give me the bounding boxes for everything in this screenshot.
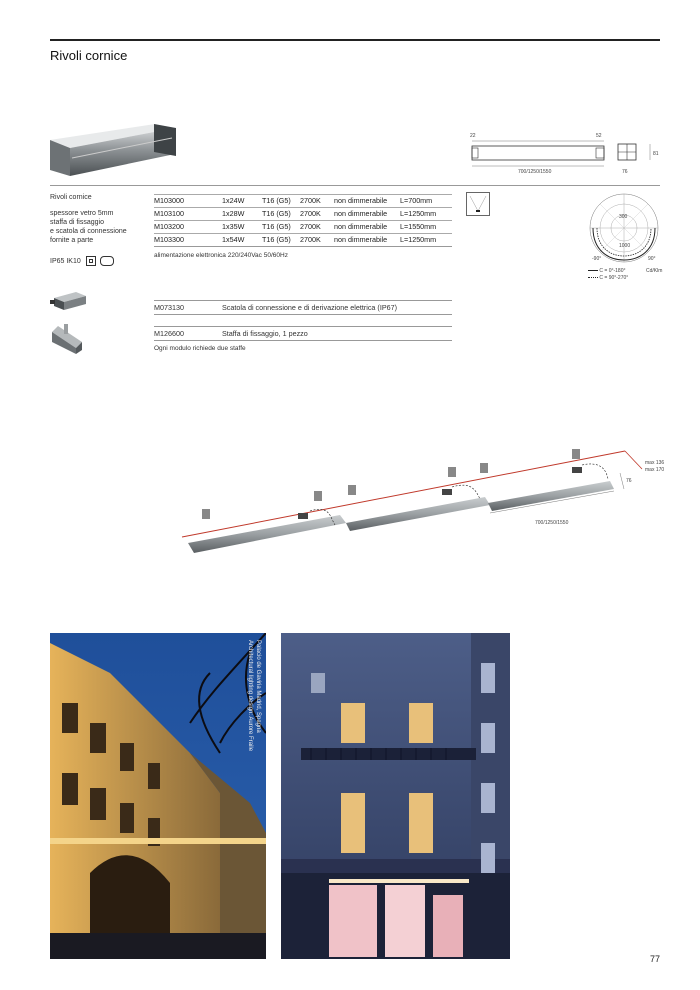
polar-unit: Cd/Klm bbox=[646, 268, 663, 274]
ratings-text: IP65 IK10 bbox=[50, 257, 81, 265]
dim-height: 81 bbox=[653, 151, 659, 157]
certification-icon bbox=[100, 256, 114, 266]
model-lamp: 1x28W bbox=[222, 209, 245, 218]
model-socket: T16 (G5) bbox=[262, 235, 291, 244]
ratings bbox=[50, 256, 114, 266]
section-rule bbox=[50, 185, 660, 186]
install-max-a: max 136 bbox=[645, 460, 665, 466]
header-rule bbox=[50, 39, 660, 41]
polar-ring-inner: 1000 bbox=[619, 243, 631, 249]
caption-line-2: Architectural lighting design: Aurore Fraile bbox=[247, 640, 253, 752]
polar-legend-1-label: C = 0°-180° bbox=[599, 268, 626, 274]
table-row bbox=[154, 194, 452, 206]
accessory-description: Staffa di fissaggio, 1 pezzo bbox=[222, 329, 308, 338]
table-row bbox=[154, 207, 452, 219]
dimension-drawing bbox=[466, 128, 666, 180]
install-depth: 76 bbox=[626, 478, 632, 484]
install-max-b: max 170 bbox=[645, 467, 665, 473]
page-number: 77 bbox=[649, 954, 660, 964]
table-bottom-rule bbox=[154, 246, 452, 247]
accessory-row bbox=[154, 303, 397, 312]
model-socket: T16 (G5) bbox=[262, 222, 291, 231]
model-code: M103100 bbox=[154, 209, 184, 218]
accessory-rule-2 bbox=[154, 314, 452, 315]
product-description bbox=[50, 209, 127, 245]
power-note: alimentazione elettronica 220/240Vac 50/60Hz bbox=[154, 252, 288, 259]
facade-photo-dusk bbox=[281, 633, 510, 959]
model-temp: 2700K bbox=[300, 222, 321, 231]
caption-text bbox=[246, 640, 262, 751]
caption-line-1: Palacio de Gaviria Madrid, Spagna bbox=[255, 640, 261, 733]
polar-legend-1 bbox=[588, 268, 626, 274]
accessory-code: M073130 bbox=[154, 303, 184, 312]
polar-diagram bbox=[588, 192, 660, 264]
dim-left: 22 bbox=[470, 133, 476, 139]
model-length: L=700mm bbox=[400, 196, 433, 205]
dim-length: 700/1250/1550 bbox=[518, 169, 552, 175]
dim-right: 52 bbox=[596, 133, 602, 139]
junction-box-image bbox=[50, 290, 90, 312]
model-length: L=1550mm bbox=[400, 222, 437, 231]
model-socket: T16 (G5) bbox=[262, 196, 291, 205]
accessory-rule-4 bbox=[154, 340, 452, 341]
product-image bbox=[50, 118, 178, 180]
accessory-description: Scatola di connessione e di derivazione elettrica (IP67) bbox=[222, 303, 397, 312]
model-socket: T16 (G5) bbox=[262, 209, 291, 218]
model-dimming: non dimmerabile bbox=[334, 235, 388, 244]
model-temp: 2700K bbox=[300, 196, 321, 205]
polar-ring-outer: 300 bbox=[619, 214, 628, 220]
accessory-row bbox=[154, 329, 308, 338]
model-code: M103200 bbox=[154, 222, 184, 231]
page-title: Rivoli cornice bbox=[50, 48, 128, 63]
accessory-code: M126600 bbox=[154, 329, 184, 338]
accessory-rule-3 bbox=[154, 326, 452, 327]
model-length: L=1250mm bbox=[400, 235, 437, 244]
model-temp: 2700K bbox=[300, 209, 321, 218]
desc-line: fornite a parte bbox=[50, 237, 94, 244]
desc-line: staffa di fissaggio bbox=[50, 219, 104, 226]
desc-line: spessore vetro 5mm bbox=[50, 210, 114, 217]
polar-legend-2 bbox=[588, 275, 628, 281]
polar-right-angle: 90° bbox=[648, 256, 656, 262]
product-name: Rivoli cornice bbox=[50, 194, 92, 201]
photo-caption bbox=[240, 640, 264, 780]
polar-left-angle: -90° bbox=[592, 256, 602, 262]
building-photo-night bbox=[50, 633, 266, 959]
model-code: M103300 bbox=[154, 235, 184, 244]
table-row bbox=[154, 220, 452, 232]
bracket-image bbox=[50, 322, 86, 354]
class-ii-icon bbox=[86, 256, 96, 266]
accessory-rule-1 bbox=[154, 300, 452, 301]
model-dimming: non dimmerabile bbox=[334, 196, 388, 205]
installation-diagram bbox=[180, 445, 660, 565]
model-length: L=1250mm bbox=[400, 209, 437, 218]
optic-icon bbox=[466, 192, 490, 216]
model-lamp: 1x35W bbox=[222, 222, 245, 231]
model-dimming: non dimmerabile bbox=[334, 209, 388, 218]
install-length: 700/1250/1550 bbox=[535, 520, 569, 526]
desc-line: e scatola di connessione bbox=[50, 228, 127, 235]
model-lamp: 1x24W bbox=[222, 196, 245, 205]
accessory-note: Ogni modulo richiede due staffe bbox=[154, 345, 246, 352]
model-temp: 2700K bbox=[300, 235, 321, 244]
model-code: M103000 bbox=[154, 196, 184, 205]
polar-legend-2-label: C = 90°-270° bbox=[599, 275, 629, 281]
dim-width: 76 bbox=[622, 169, 628, 175]
model-dimming: non dimmerabile bbox=[334, 222, 388, 231]
table-row bbox=[154, 233, 452, 245]
model-lamp: 1x54W bbox=[222, 235, 245, 244]
